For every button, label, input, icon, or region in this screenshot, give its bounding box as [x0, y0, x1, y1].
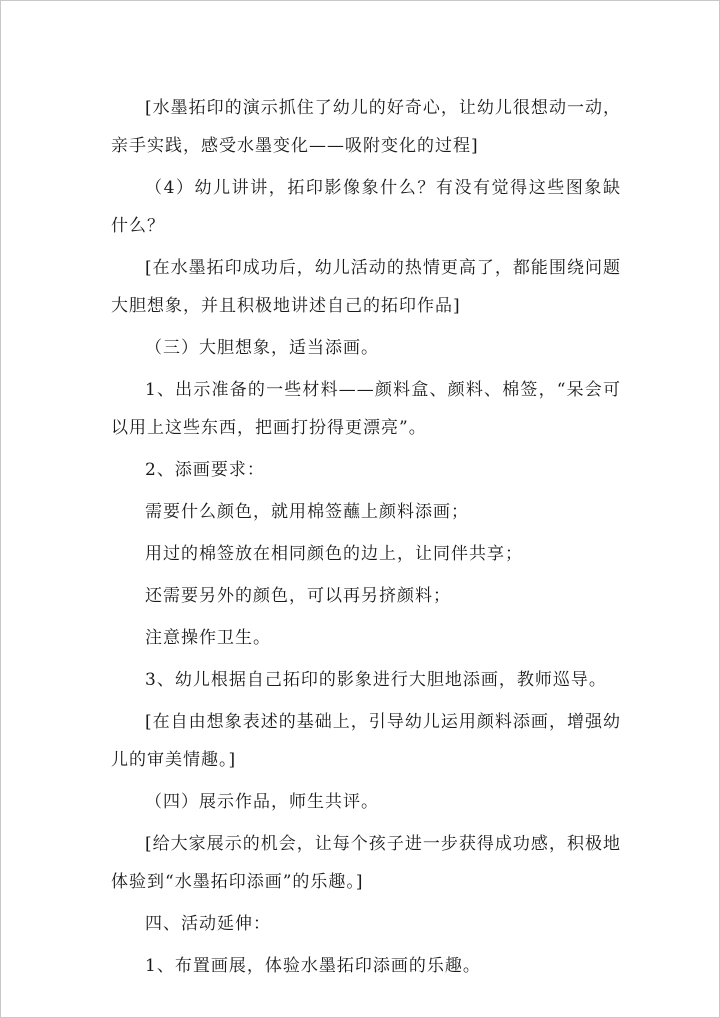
- paragraph-item-1: 1、出示准备的一些材料——颜料盒、颜料、棉签，“呆会可以用上这些东西，把画打扮得更漂亮”。: [111, 380, 621, 438]
- requirement-4: 注意操作卫生。: [145, 628, 271, 648]
- paragraph-item-2: 2、添画要求：: [145, 460, 265, 480]
- paragraph-note-2: [在水墨拓印成功后，幼儿活动的热情更高了，都能围绕问题大胆想象，并且积极地讲述自己的拓印作品]: [111, 258, 621, 316]
- requirement-2: 用过的棉签放在相同颜色的边上，让同伴共享；: [145, 544, 523, 564]
- requirement-3: 还需要另外的颜色，可以再另挤颜料；: [145, 586, 451, 606]
- paragraph-note-3: [在自由想象表述的基础上，引导幼儿运用颜料添画，增强幼儿的审美情趣。]: [111, 712, 621, 770]
- paragraph-step-4: （4）幼儿讲讲，拓印影像象什么？有没有觉得这些图象缺什么？: [111, 178, 621, 236]
- document-body: [111, 89, 621, 985]
- paragraph-note-4: [给大家展示的机会，让每个孩子进一步获得成功感，积极地体验到“水墨拓印添画”的乐趣。]: [111, 834, 621, 892]
- section-heading-4: （四）展示作品，师生共评。: [145, 792, 379, 812]
- paragraph-note-1: [水墨拓印的演示抓住了幼儿的好奇心，让幼儿很想动一动，亲手实践，感受水墨变化——吸附变化的过程]: [111, 98, 621, 156]
- requirement-1: 需要什么颜色，就用棉签蘸上颜料添画；: [145, 502, 469, 522]
- section-heading-3: （三）大胆想象，适当添画。: [145, 338, 379, 358]
- section-heading-extension: 四、活动延伸：: [145, 914, 271, 934]
- paragraph-extension-1: 1、布置画展，体验水墨拓印添画的乐趣。: [145, 956, 481, 976]
- paragraph-item-3: 3、幼儿根据自己拓印的影象进行大胆地添画，教师巡导。: [145, 670, 607, 690]
